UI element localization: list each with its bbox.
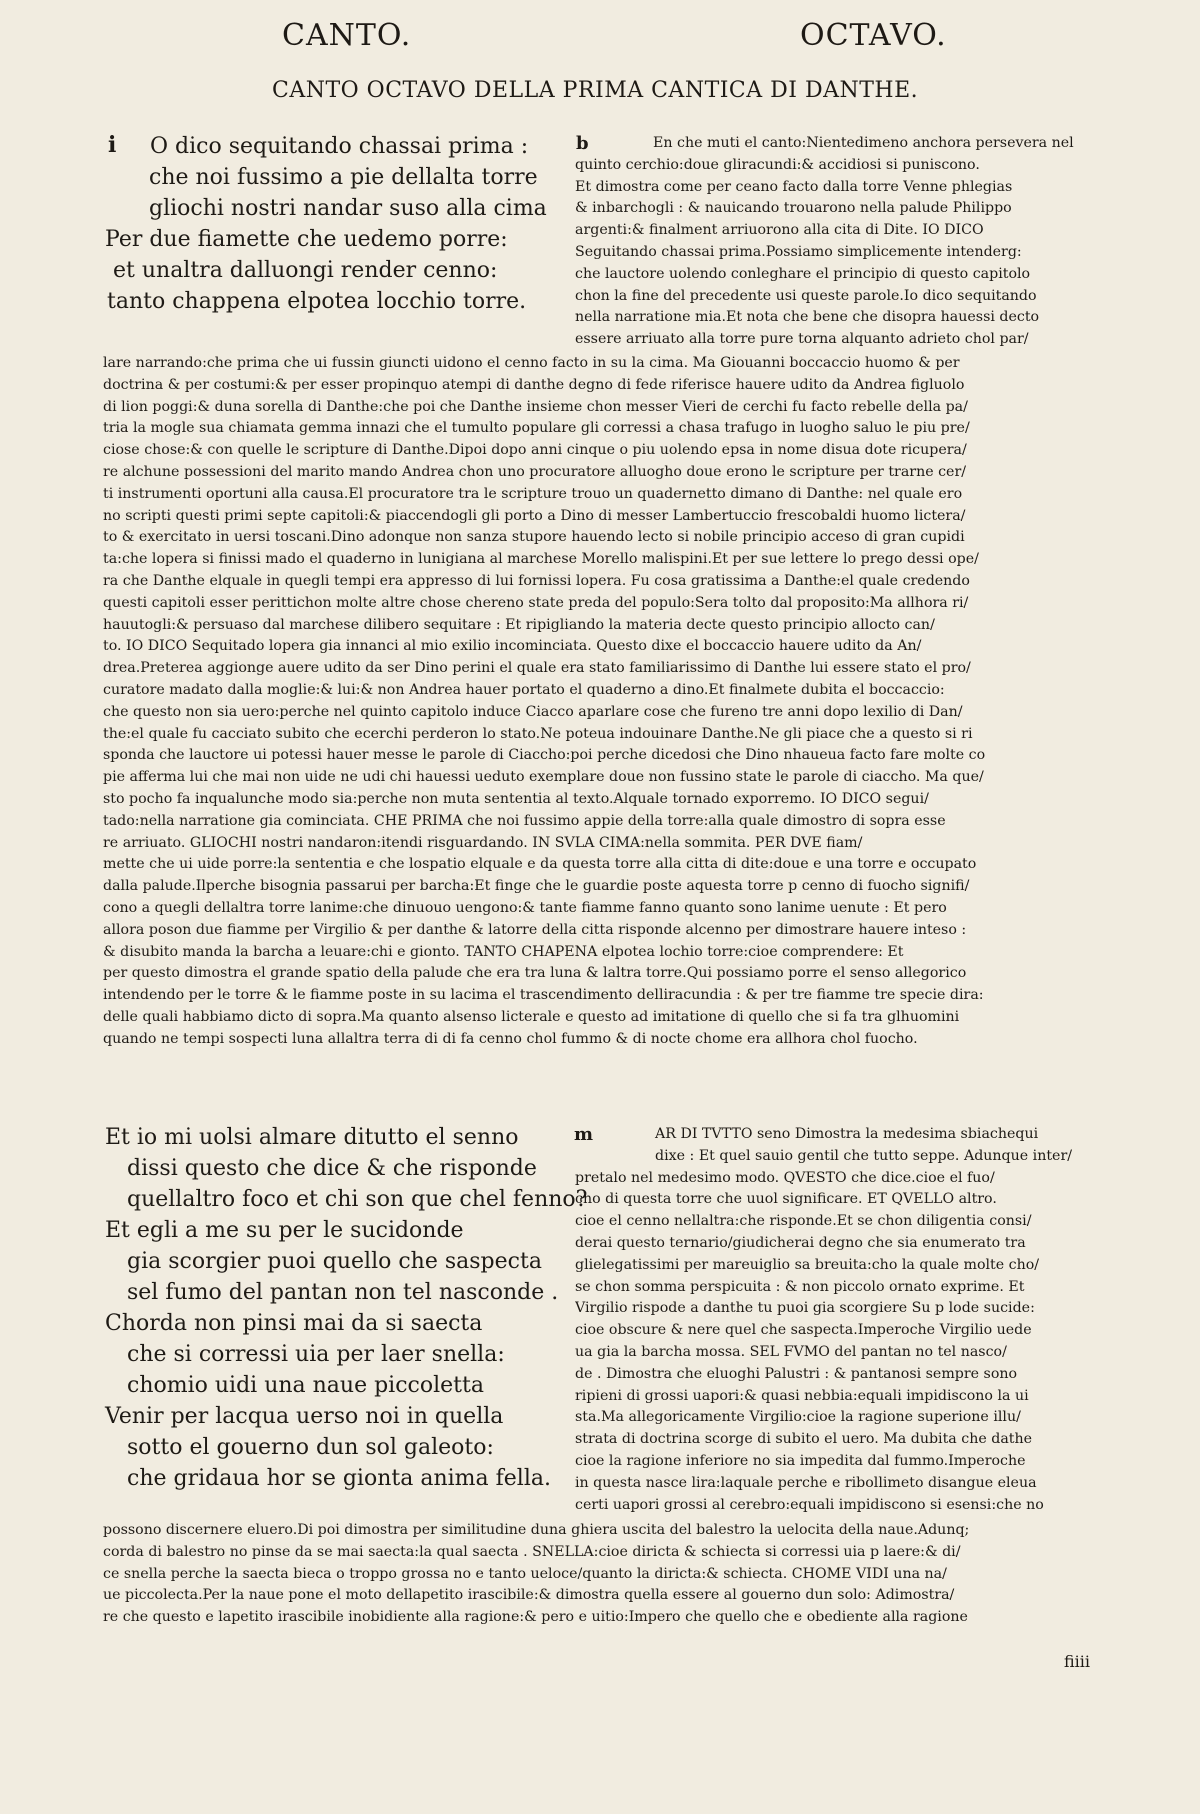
commentary-full-1 [103,353,1113,1051]
commentary-line: corda di balestro no pinse da se mai saecta:la qual saecta . SNELLA:cioe diricta & schiecta si corressi uia p laere:& di/ [103,1543,961,1560]
commentary-line: ce snella perche la saecta bieca o troppo grossa no e tanto ueloce/quanto la diricta:& schiecta. CHOME VIDI una na/ [103,1565,947,1582]
commentary-line: de . Dimostra che eluoghi Palustri : & pantanosi sempre sono [575,1365,1018,1382]
commentary-line: pretalo nel medesimo modo. QVESTO che dice.cioe el fuo/ [575,1169,995,1186]
commentary-line: pie afferma lui che mai non uide ne udi chi hauessi ueduto exemplare doue non fussino state le parole di ciaccho. Ma que/ [103,769,984,786]
commentary-line: no scripti questi primi septe capitoli:& piaccendogli gli porto a Dino di messer Lambertuccio frescobaldi huomo lictera/ [103,507,966,524]
commentary-line: che lauctore uolendo conleghare el principio di questo capitolo [575,265,1031,282]
verse-line: Chorda non pinsi mai da si saecta [105,1311,483,1336]
signature-mark: fiiii [1063,1652,1090,1671]
commentary-line: ciose chose:& con quelle le scripture di Danthe.Dipoi dopo anni cinque o piu uolendo epsa in nome disua dote ricupera/ [103,442,967,459]
commentary-line: mette che ui uide porre:la sententia e che lospatio elquale e da questa torre alla citta di dite:doue e una torre e occupato [103,856,977,873]
verse-line: Et egli a me su per le sucidonde [105,1218,464,1243]
running-header-left: CANTO. [282,18,412,53]
commentary-line: Seguitando chassai prima.Possiamo simplicemente intenderg: [575,243,1022,260]
commentary-line: cioe el cenno nellaltra:che risponde.Et se chon diligentia consi/ [575,1213,1032,1230]
verse-line: chomio uidi una naue piccoletta [127,1373,484,1398]
commentary-line: tria la mogle sua chiamata gemma innazi che el tumulto populare gli corressi a chasa trafugo in luogho saluo le piu pre/ [103,420,970,437]
commentary-line: chon la fine del precedente usi queste parole.Io dico sequitando [575,287,1037,304]
commentary-line: derai questo ternario/giudicherai degno che sia enumerato tra [575,1234,1026,1251]
commentary-line: the:el quale fu cacciato subito che ecerchi perderon lo stato.Ne poteua indouinare Danthe.Ne gli piace che a questo si ri [103,725,973,742]
commentary-line: ti instrumenti oportuni alla causa.El procuratore tra le scripture trouo un quadernetto dimano di Danthe: nel quale ero [103,485,963,502]
verse-line: gia scorgier puoi quello che saspecta [127,1249,542,1274]
commentary-line: to. IO DICO Sequitado lopera gia innanci al mio exilio incominciata. Questo dixe el boccaccio hauere udito da An/ [103,638,922,655]
verse-line: sotto el gouerno dun sol galeoto: [127,1435,494,1460]
commentary-line: sta.Ma allegoricamente Virgilio:cioe la ragione superione illu/ [575,1409,1021,1426]
commentary-line: sto pocho fa inqualunche modo sia:perche non muta sententia al texto.Alquale tornado exporremo. IO DICO segui/ [103,790,929,807]
commentary-line: intendendo per le torre & le fiamme poste in su lacima el trascendimento delliracundia : & per tre fiamme tre specie dira: [103,987,984,1004]
verse-block-1 [105,131,547,317]
commentary-line: glielegatissimi per mareuiglio sa breuita:cho la quale molte cho/ [575,1256,1040,1273]
commentary-line: hauutogli:& persuaso dal marchese dilibero sequitare : Et ripigliando la materia decte questo principio allocto can/ [103,616,935,633]
commentary-line: ua gia la barcha mossa. SEL FVMO del pantan no tel nasco/ [575,1343,1007,1360]
running-header-right: OCTAVO. [800,18,947,53]
verse-line: Venir per lacqua uerso noi in quella [105,1404,504,1429]
commentary-line: re che questo e lapetito irascibile inobidiente alla ragione:& pero e uitio:Impero che quello che e obediente alla ragione [103,1609,968,1626]
commentary-line: ripieni di grossi uapori:& quasi nebbia:equali impidiscono la ui [575,1387,1029,1404]
commentary-line: quinto cerchio:doue gliracundi:& accidiosi si puniscono. [575,156,980,173]
commentary-full-2 [103,1520,1113,1629]
commentary-line: dixe : Et quel sauio gentil che tutto seppe. Adunque inter/ [655,1147,1073,1164]
commentary-line: sponda che lauctore ui potessi hauer messe le parole di Ciaccho:poi perche dicedosi che Dino nhaueua facto fare molte co [103,747,986,764]
commentary-line: & disubito manda la barcha a leuare:chi e gionto. TANTO CHAPENA elpotea lochio torre:cioe comprendere: Et [103,943,904,960]
marker-i: i [108,132,117,158]
marker-b: b [576,133,589,154]
commentary-line: questi capitoli esser perittichon molte altre chose chereno state preda del populo:Sera tolto dal proposito:Ma allhora ri/ [103,594,969,611]
commentary-line: to & exercitato in uersi toscani.Dino adonque non sanza stupore hauendo lecto si nobile principio acceso di gran cupidi [103,529,965,546]
commentary-line: re alchune possessioni del marito mando Andrea chon uno procuratore alluogho doue erono le scripture per trarne cer/ [103,463,967,480]
commentary-line: quando ne tempi sospecti luna allaltra terra di di fa cenno chol fummo & di nocte chome era allhora chol fuocho. [103,1030,918,1047]
commentary-line: lare narrando:che prima che ui fussin giuncti uidono el cenno facto in su la cima. Ma Giouanni boccaccio huomo & per [103,355,960,371]
verse-line: che gridaua hor se gionta anima fella. [127,1466,551,1491]
commentary-line: strata di doctrina scorge di subito el uero. Ma dubita che dathe [575,1431,1033,1448]
commentary-line: in questa nasce lira:laquale perche e ribollimeto disangue eleua [575,1474,1037,1491]
verse-line: sel fumo del pantan non tel nasconde . [127,1280,559,1305]
commentary-line: nella narratione mia.Et nota che bene che disopra hauessi decto [575,309,1040,326]
verse-line: dissi questo che dice & che risponde [127,1156,537,1181]
commentary-line: ra che Danthe elquale in quegli tempi era appresso di lui fornissi lopera. Fu cosa gratissima a Danthe:el quale credendo [103,572,970,589]
verse-line: Et io mi uolsi almare ditutto el senno [105,1125,519,1150]
verse-line: gliochi nostri nandar suso alla cima [149,196,547,221]
verse-line: che si corressi uia per laer snella: [127,1342,505,1367]
verse-line: che noi fussimo a pie dellalta torre [149,165,538,190]
commentary-line: dalla palude.Ilperche bisognia passarui per barcha:Et finge che le guardie poste aquesta torre p cenno di fuocho signifi/ [103,878,970,895]
commentary-line: & inbarchogli : & nauicando trouarono nella palude Philippo [575,200,1012,217]
commentary-line: certi uapori grossi al cerebro:equali impidiscono si esensi:che no [575,1496,1044,1513]
commentary-line: delle quali habbiamo dicto di sopra.Ma quanto alsenso licterale e questo ad imitatione di quello che si fa tra glhuomini [103,1008,960,1025]
commentary-line: Virgilio rispode a danthe tu puoi gia scorgiere Su p lode sucide: [575,1300,1035,1317]
verse-line: tanto chappena elpotea locchio torre. [107,289,527,314]
commentary-line: En che muti el canto:Nientedimeno anchora persevera nel [653,135,1074,151]
commentary-line: cioe obscure & nere quel che saspecta.Imperoche Virgilio uede [575,1322,1032,1339]
commentary-line: curatore madato dalla moglie:& lui:& non Andrea hauer portato el quaderno a dino.Et finalmete dubita el boccaccio: [103,681,945,698]
commentary-line: ue piccolecta.Per la naue pone el moto dellapetito irascibile:& dimostra quella essere al gouerno dun solo: Adimostra/ [103,1587,955,1604]
verse-line: quellaltro foco et chi son que chel fenno? [127,1187,588,1212]
commentary-line: se chon somma perspicuita : & non piccolo ornato exprime. Et [575,1278,1025,1295]
commentary-line: AR DI TVTTO seno Dimostra la medesima sbiachequi [655,1126,1039,1142]
commentary-line: cono a quegli dellaltra torre lanime:che dinuouo uengono:& tante fiamme fanno quanto sono lanime uenute : Et pero [103,899,947,916]
verse-block-2 [105,1122,587,1494]
marker-m: m [574,1124,594,1145]
commentary-line: essere arriuato alla torre pure torna alquanto adrieto chol par/ [575,331,1029,348]
commentary-line: argenti:& finalment arriuorono alla cita di Dite. IO DICO [575,222,984,239]
commentary-line: cho di questa torre che uuol significare. ET QVELLO altro. [575,1191,997,1208]
commentary-line: di lion poggi:& duna sorella di Danthe:che poi che Danthe insieme chon messer Vieri de cerchi fu facto rebelle della pa/ [103,398,968,415]
commentary-line: re arriuato. GLIOCHI nostri nandaron:itendi risguardando. IN SVLA CIMA:nella sommita. PER DVE fiam/ [103,834,863,851]
commentary-line: Et dimostra come per ceano facto dalla torre Venne phlegias [575,178,1013,195]
commentary-line: ta:che lopera si finissi mado el quaderno in lunigiana al marchese Morello malispini.Et per sue lettere lo prego dessi ope/ [103,551,979,568]
verse-line: et unaltra dalluongi render cenno: [113,258,498,283]
commentary-line: allora poson due fiamme per Virgilio & per danthe & latorre della citta risponde alcenno per dimostrare hauere inteso : [103,921,967,938]
verse-line: O dico sequitando chassai prima : [150,134,529,159]
commentary-line: per questo dimostra el grande spatio della palude che era tra luna & laltra torre.Qui possiamo porre el senso allegorico [103,965,967,982]
commentary-line: drea.Preterea aggionge auere udito da ser Dino perini el quale era stato familiarissimo di Danthe lui essere stato el pro/ [103,660,971,677]
verse-line: Per due fiamette che uedemo porre: [105,227,508,252]
commentary-line: che questo non sia uero:perche nel quinto capitolo induce Ciacco aparlare cose che fureno tre anni dopo lexilio di Dan/ [103,703,963,720]
canto-title: CANTO OCTAVO DELLA PRIMA CANTICA DI DANTHE. [272,78,919,103]
commentary-right-1 [575,133,1110,351]
commentary-line: cioe la ragione inferiore no sia impedita dal fummo.Imperoche [575,1452,1026,1469]
commentary-line: possono discernere eluero.Di poi dimostra per similitudine duna ghiera uscita del balestro la uelocita della naue.Adunq; [103,1522,970,1538]
commentary-right-2 [575,1124,1110,1516]
commentary-line: doctrina & per costumi:& per esser propinquo atempi di danthe degno di fede riferisce hauere udito da Andrea figluolo [103,376,965,393]
commentary-line: tado:nella narratione gia cominciata. CHE PRIMA che noi fussimo appie della torre:alla quale dimostro di sopra esse [103,812,946,829]
